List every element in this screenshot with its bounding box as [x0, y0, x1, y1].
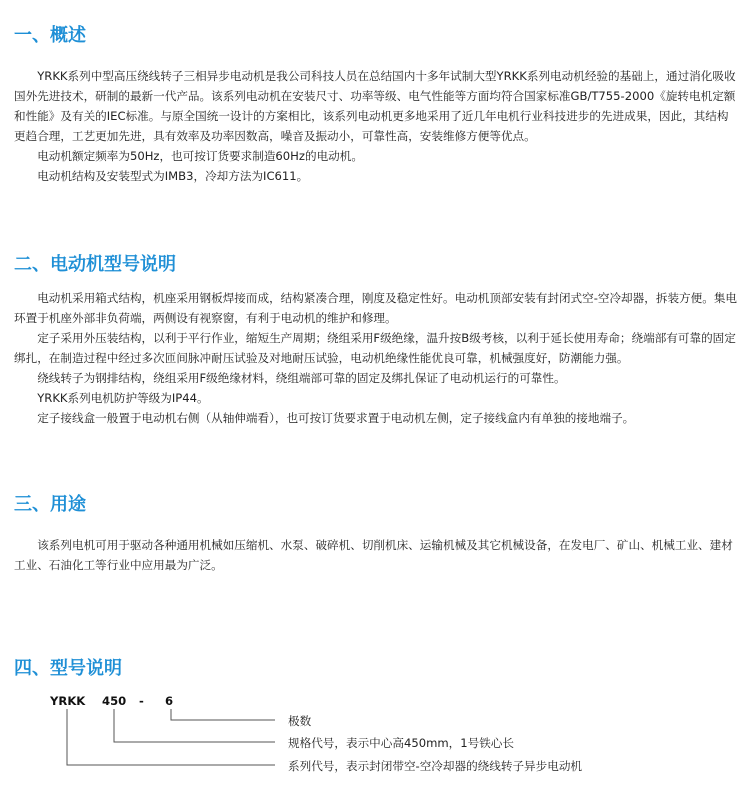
section-title-model-description: 二、电动机型号说明: [14, 254, 176, 275]
overview-paragraph: YRKK系列中型高压绕线转子三相异步电动机是我公司科技人员在总结国内十多年试制大型YRKK系列电动机经验的基础上，通过消化吸收国外先进技术，研制的最新一代产品。该系列电动机在安装尺寸、功率等级、电气性能等方面均符合国家标准GB/T755-2000《旋转电机定额 和性能》及有关的IEC标准。与原全国统一设计的方案相比，该系列电动机更多地采用了近几年电机行业科技进步的先进成果，因此，其结构更趋合理，工艺更加先进，具有效率及功率因数高，噪音及振动小，可靠性高，安装维修方便等优点。: [14, 69, 736, 143]
overview-paragraph: 电动机结构及安装型式为IMB3，冷却方法为IC611。: [37, 169, 309, 183]
model-code-poles: 6: [165, 694, 174, 708]
usage-paragraph: 该系列电机可用于驱动各种通用机械如压缩机、水泵、破碎机、切削机床、运输机械及其它机械设备，在发电厂、矿山、机械工业、建材工业、石油化工等行业中应用最为广泛。: [14, 538, 733, 572]
model-label-spec: 规格代号，表示中心高450mm，1号铁心长: [288, 736, 515, 750]
section-title-usage: 三、用途: [14, 494, 86, 515]
overview-paragraph: 电动机额定频率为50Hz，也可按订货要求制造60Hz的电动机。: [37, 149, 363, 163]
model-description-paragraph: YRKK系列电机防护等级为IP44。: [37, 391, 209, 405]
model-code-series: YRKK: [50, 694, 86, 708]
model-description-paragraph: 定子接线盒一般置于电动机右侧（从轴伸端看），也可按订货要求置于电动机左侧，定子接线盒内有单独的接地端子。: [37, 411, 635, 425]
section-title-model-code: 四、型号说明: [14, 658, 122, 679]
section-title-overview: 一、概述: [14, 25, 86, 46]
model-description-paragraph: 定子采用外压装结构，以利于平行作业，缩短生产周期；绕组采用F级绝缘，温升按B级考核，以利于延长使用寿命；绕端部有可靠的固定绑扎，在制造过程中经过多次匝间脉冲耐压试验及对地耐压试验，电动机绝缘性能优良可靠，机械强度好，防潮能力强。: [14, 331, 736, 365]
model-code-dash: -: [139, 694, 144, 708]
model-description-paragraph: 绕线转子为钢排结构，绕组采用F级绝缘材料，绕组端部可靠的固定及绑扎保证了电动机运行的可靠性。: [37, 371, 566, 385]
model-code-height: 450: [102, 694, 127, 708]
model-label-poles: 极数: [288, 714, 312, 728]
model-description-paragraph: 电动机采用箱式结构，机座采用钢板焊接而成，结构紧凑合理，刚度及稳定性好。电动机顶部安装有封闭式空-空冷却器，拆装方便。集电环置于机座外部非负荷端，两侧设有视察窗，有利于电动机的维护和修理。: [14, 291, 738, 325]
model-label-series: 系列代号，表示封闭带空-空冷却器的绕线转子异步电动机: [288, 759, 583, 773]
